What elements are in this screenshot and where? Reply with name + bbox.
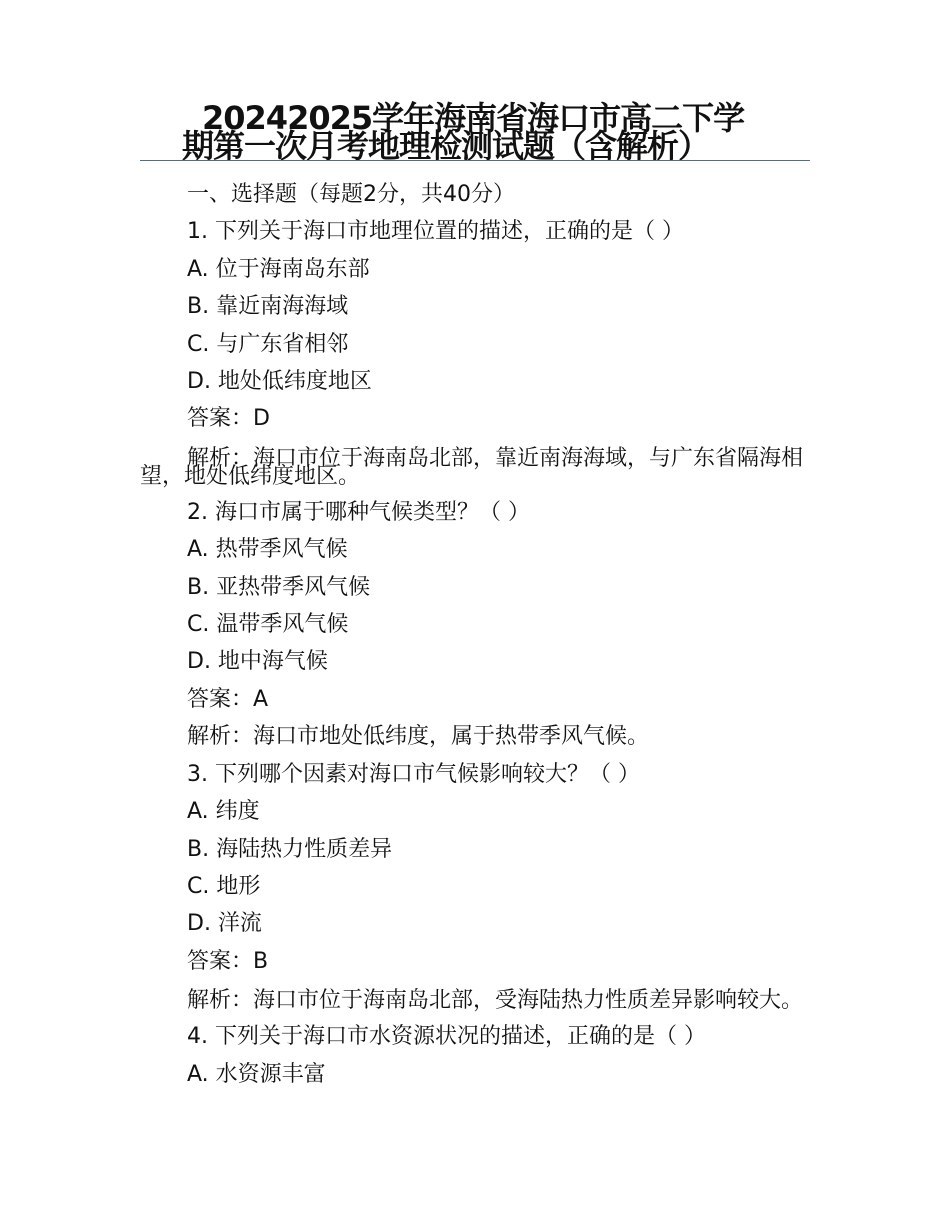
- section-heading: 一、选择题（每题2分，共40分）: [187, 182, 515, 207]
- option-a: A. 位于海南岛东部: [187, 256, 370, 282]
- question-stem: 2. 海口市属于哪种气候类型？（ ）: [187, 499, 530, 525]
- option-b: B. 亚热带季风气候: [187, 574, 371, 600]
- title-line-2: 期第一次月考地理检测试题（含解析）: [182, 127, 710, 165]
- analysis: 解析：海口市位于海南岛北部，受海陆热力性质差异影响较大。: [187, 988, 804, 1014]
- option-a: A. 水资源丰富: [187, 1061, 326, 1087]
- option-d: D. 地处低纬度地区: [187, 369, 372, 395]
- option-b: B. 海陆热力性质差异: [187, 836, 393, 862]
- answer: 答案：A: [187, 686, 269, 712]
- title-line-1: 20242025学年海南省海口市高二下学: [202, 99, 745, 137]
- option-d: D. 地中海气候: [187, 649, 328, 675]
- answer: 答案：D: [187, 406, 270, 432]
- option-b: B. 靠近南海海域: [187, 294, 349, 320]
- analysis: 解析：海口市位于海南岛北部，靠近南海海域，与广东省隔海相望，地处低纬度地区。: [140, 445, 804, 489]
- document-title: [140, 99, 810, 165]
- title-underline: [140, 160, 810, 161]
- option-c: C. 温带季风气候: [187, 612, 349, 638]
- option-c: C. 与广东省相邻: [187, 331, 349, 357]
- option-c: C. 地形: [187, 873, 261, 899]
- option-a: A. 纬度: [187, 799, 260, 825]
- option-a: A. 热带季风气候: [187, 537, 348, 563]
- question-stem: 4. 下列关于海口市水资源状况的描述，正确的是（ ）: [187, 1024, 706, 1050]
- option-d: D. 洋流: [187, 911, 262, 937]
- answer: 答案：B: [187, 948, 269, 974]
- analysis: 解析：海口市地处低纬度，属于热带季风气候。: [187, 724, 650, 750]
- document-body: [140, 176, 810, 1093]
- question-stem: 3. 下列哪个因素对海口市气候影响较大？（ ）: [187, 761, 640, 787]
- question-stem: 1. 下列关于海口市地理位置的描述，正确的是（ ）: [187, 219, 684, 245]
